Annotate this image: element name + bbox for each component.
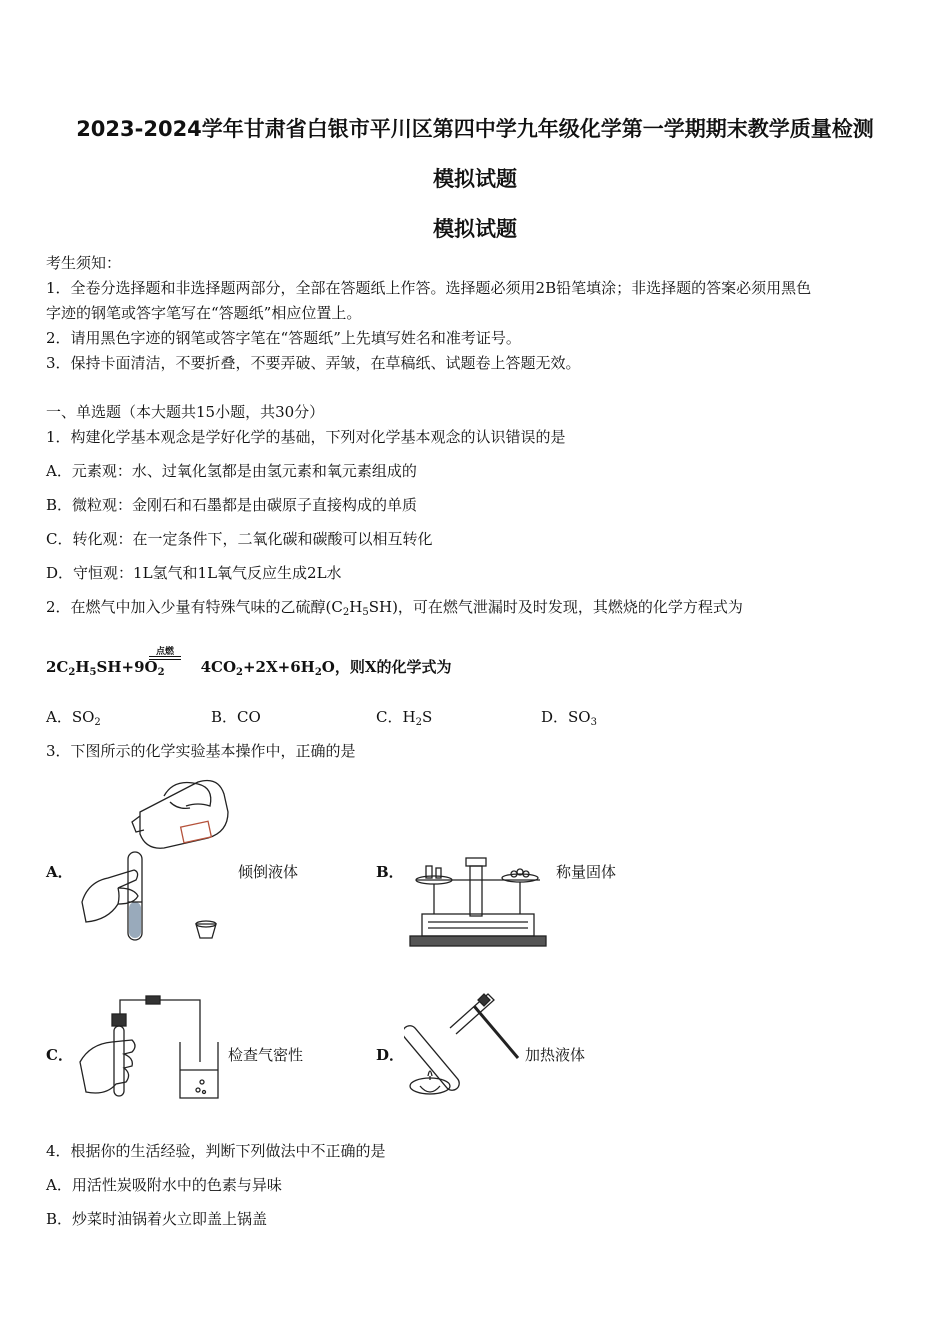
q1-option-b: B．微粒观：金刚石和石墨都是由碳原子直接构成的单质 — [46, 496, 418, 514]
q2-stem: 2．在燃气中加入少量有特殊气味的乙硫醇$(C_2H_5SH)$，可在燃气泄漏时及时发现，其燃烧的化学方程式为 — [46, 598, 743, 618]
q2-option-a: A．$SO_2$ — [46, 708, 101, 728]
notice-item-1a: 1．全卷分选择题和非选择题两部分，全部在答题纸上作答。选择题必须用2B铅笔填涂；非选择题的答案必须用黑色 — [46, 279, 812, 297]
q4-option-b: B．炒菜时油锅着火立即盖上锅盖 — [46, 1210, 268, 1228]
q2-option-c: C．$H_2S$ — [376, 708, 433, 728]
chemical-equation: $2C_2H_5SH+9O_2$ $4CO_2+2X+6H_2O$，则X的化学式为 — [46, 658, 452, 678]
q2-option-d: D．$SO_3$ — [541, 708, 597, 728]
q1-stem: 1．构建化学基本观念是学好化学的基础，下列对化学基本观念的认识错误的是 — [46, 428, 566, 446]
q3-label-a: A． — [46, 863, 73, 881]
notice-item-1b: 字迹的钢笔或答字笔写在“答题纸”相应位置上。 — [46, 304, 362, 322]
q3-caption-d: 加热液体 — [525, 1046, 586, 1064]
page-subtitle-2: 模拟试题 — [433, 217, 517, 241]
q2-option-b: B．CO — [211, 708, 261, 726]
q3-label-c: C． — [46, 1046, 73, 1064]
q3-stem: 3．下图所示的化学实验基本操作中，正确的是 — [46, 742, 356, 760]
notice-item-2: 2．请用黑色字迹的钢笔或答字笔在“答题纸”上先填写姓名和准考证号。 — [46, 329, 521, 347]
q3-label-d: D． — [376, 1046, 405, 1064]
airtightness-illustration — [76, 992, 226, 1102]
q4-stem: 4．根据你的生活经验，判断下列做法中不正确的是 — [46, 1142, 386, 1160]
q3-caption-b: 称量固体 — [556, 863, 617, 881]
q1-option-c: C．转化观：在一定条件下，二氧化碳和碳酸可以相互转化 — [46, 530, 433, 548]
q1-option-d: D．守恒观：1L氢气和1L氧气反应生成2L水 — [46, 564, 342, 582]
balance-illustration — [408, 852, 548, 948]
q4-option-a: A．用活性炭吸附水中的色素与异味 — [46, 1176, 282, 1194]
pour-liquid-illustration — [78, 772, 238, 948]
page-title: 2023-2024学年甘肃省白银市平川区第四中学九年级化学第一学期期末教学质量检测 — [76, 117, 874, 141]
heating-liquid-illustration — [404, 988, 524, 1106]
notice-item-3: 3．保持卡面清洁，不要折叠，不要弄破、弄皱，在草稿纸、试题卷上答题无效。 — [46, 354, 581, 372]
page-subtitle: 模拟试题 — [433, 167, 517, 191]
q3-caption-c: 检查气密性 — [228, 1046, 304, 1064]
q1-option-a: A．元素观：水、过氧化氢都是由氢元素和氧元素组成的 — [46, 462, 417, 480]
q3-label-b: B． — [376, 863, 404, 881]
q3-caption-a: 倾倒液体 — [238, 863, 299, 881]
reaction-condition: 点燃 — [155, 647, 174, 657]
notice-heading: 考生须知： — [46, 254, 122, 272]
section-heading: 一、单选题（本大题共15小题，共30分） — [46, 403, 325, 421]
